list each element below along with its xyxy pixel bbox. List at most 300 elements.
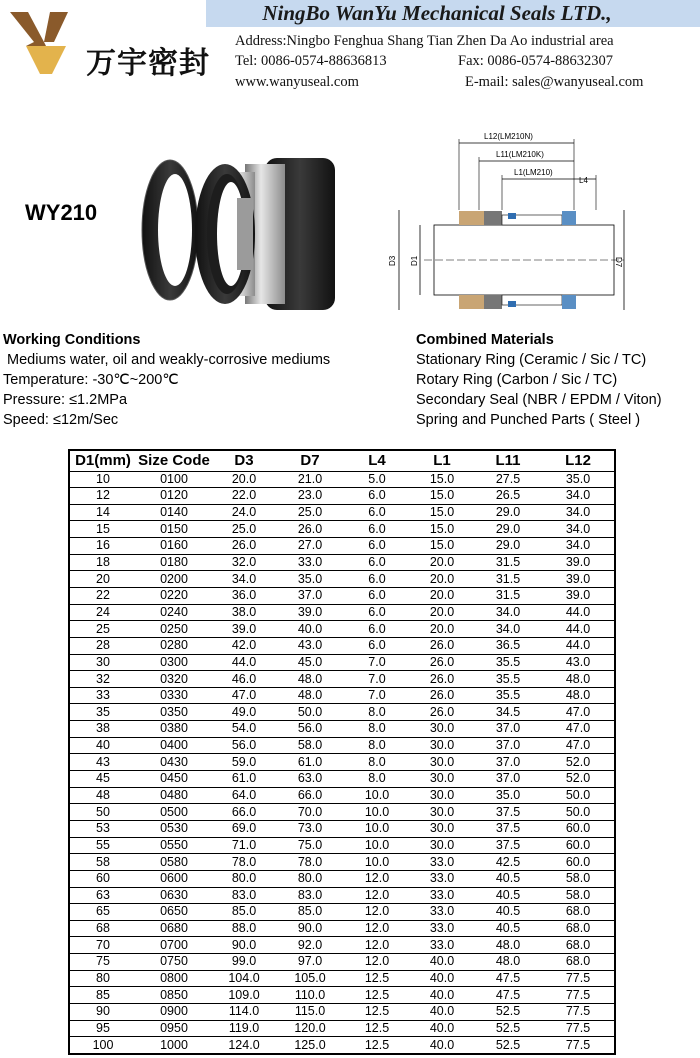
table-cell: 12.0 <box>344 920 410 937</box>
table-cell: 30.0 <box>410 771 474 788</box>
table-cell: 58.0 <box>542 870 614 887</box>
table-cell: 54.0 <box>212 721 276 738</box>
table-row <box>70 904 614 921</box>
product-photo <box>135 150 350 315</box>
combined-materials-title: Combined Materials <box>416 332 554 348</box>
label-l11: L11(LM210K) <box>496 150 544 159</box>
table-cell: 85 <box>70 987 136 1004</box>
table-cell: 90.0 <box>212 937 276 954</box>
table-cell: 114.0 <box>212 1004 276 1021</box>
table-row <box>70 471 614 488</box>
table-cell: 12.0 <box>344 887 410 904</box>
table-cell: 68.0 <box>542 920 614 937</box>
table-cell: 48 <box>70 787 136 804</box>
table-cell: 83.0 <box>212 887 276 904</box>
table-row <box>70 1037 614 1054</box>
table-cell: 52.0 <box>542 754 614 771</box>
table-cell: 15.0 <box>410 471 474 488</box>
table-row <box>70 554 614 571</box>
table-cell: 8.0 <box>344 704 410 721</box>
table-cell: 77.5 <box>542 987 614 1004</box>
material-spring-parts: Spring and Punched Parts ( Steel ) <box>416 412 641 428</box>
table-cell: 0900 <box>136 1004 212 1021</box>
table-cell: 26.0 <box>410 687 474 704</box>
table-cell: 44.0 <box>212 654 276 671</box>
table-cell: 30.0 <box>410 737 474 754</box>
table-cell: 88.0 <box>212 920 276 937</box>
table-cell: 0850 <box>136 987 212 1004</box>
table-cell: 60 <box>70 870 136 887</box>
table-row <box>70 721 614 738</box>
table-cell: 63 <box>70 887 136 904</box>
table-cell: 125.0 <box>294 1037 326 1052</box>
table-cell: 52.5 <box>474 1004 542 1021</box>
table-cell: 90.0 <box>276 920 344 937</box>
table-row <box>70 837 614 854</box>
table-cell: 115.0 <box>276 1004 344 1021</box>
table-cell: 24 <box>70 604 136 621</box>
table-cell: 61.0 <box>276 754 344 771</box>
table-cell: 52.5 <box>474 1020 542 1037</box>
table-cell: 36.5 <box>474 637 542 654</box>
table-cell: 48.0 <box>542 687 614 704</box>
table-row <box>70 538 614 555</box>
table-cell: 8.0 <box>344 721 410 738</box>
table-cell: 80 <box>70 970 136 987</box>
company-name: NingBo WanYu Mechanical Seals LTD., <box>262 1 612 25</box>
table-row <box>70 654 614 671</box>
table-cell: 43.0 <box>276 637 344 654</box>
table-cell: 48.0 <box>474 954 542 971</box>
table-cell: 75.0 <box>276 837 344 854</box>
table-cell: 56.0 <box>276 721 344 738</box>
table-cell: 6.0 <box>344 488 410 505</box>
table-cell: 40 <box>70 737 136 754</box>
table-cell: 35.0 <box>542 471 614 488</box>
table-cell: 110.0 <box>276 987 344 1004</box>
label-l12: L12(LM210N) <box>484 132 533 141</box>
table-cell: 20.0 <box>410 554 474 571</box>
table-cell: 36.0 <box>212 587 276 604</box>
table-cell: 30.0 <box>410 820 474 837</box>
condition-pressure: Pressure: ≤1.2MPa <box>3 392 128 408</box>
table-cell: 43 <box>70 754 136 771</box>
table-cell: 30.0 <box>410 721 474 738</box>
table-cell: 0100 <box>136 471 212 488</box>
table-cell: 25.0 <box>276 504 344 521</box>
working-conditions <box>3 330 330 430</box>
table-cell: 0200 <box>136 571 212 588</box>
label-l1: L1(LM210) <box>514 168 553 177</box>
table-cell: 0600 <box>136 870 212 887</box>
table-cell: 48.0 <box>276 671 344 688</box>
table-cell: 105.0 <box>276 970 344 987</box>
table-cell: 37.5 <box>474 837 542 854</box>
table-cell: 77.5 <box>565 1037 591 1052</box>
table-cell: 34.0 <box>474 621 542 638</box>
table-cell: 16 <box>70 538 136 555</box>
table-cell: 40.0 <box>410 987 474 1004</box>
table-cell: 37.5 <box>474 820 542 837</box>
table-cell: 28 <box>70 637 136 654</box>
table-cell: 22.0 <box>212 488 276 505</box>
table-cell: 12.5 <box>344 1020 410 1037</box>
table-cell: 0150 <box>136 521 212 538</box>
table-cell: 20.0 <box>410 621 474 638</box>
table-row <box>70 870 614 887</box>
table-cell: 37.0 <box>474 737 542 754</box>
table-cell: 85.0 <box>276 904 344 921</box>
company-tel: Tel: 0086-0574-88636813 <box>235 53 387 69</box>
material-secondary-seal: Secondary Seal (NBR / EPDM / Viton) <box>416 392 662 408</box>
table-row <box>70 504 614 521</box>
table-cell: 33.0 <box>410 937 474 954</box>
table-cell: 0280 <box>136 637 212 654</box>
table-cell: 1000 <box>160 1037 188 1052</box>
table-cell: 10.0 <box>344 837 410 854</box>
table-cell: 7.0 <box>344 671 410 688</box>
table-cell: 69.0 <box>212 820 276 837</box>
column-header: D3 <box>212 451 276 471</box>
table-row <box>70 1004 614 1021</box>
table-body <box>70 471 614 1053</box>
table-cell: 47.0 <box>542 704 614 721</box>
table-cell: 24.0 <box>212 504 276 521</box>
table-cell: 37.0 <box>276 587 344 604</box>
table-cell: 47.0 <box>212 687 276 704</box>
table-cell: 6.0 <box>344 521 410 538</box>
table-cell: 33.0 <box>410 854 474 871</box>
table-cell: 33.0 <box>276 554 344 571</box>
table-cell: 124.0 <box>228 1037 260 1052</box>
table-cell: 43.0 <box>542 654 614 671</box>
table-row <box>70 887 614 904</box>
table-cell: 31.5 <box>474 587 542 604</box>
table-cell: 35.0 <box>276 571 344 588</box>
table-cell: 60.0 <box>542 854 614 871</box>
table-cell: 7.0 <box>344 687 410 704</box>
table-cell: 100 <box>92 1037 114 1052</box>
dimensions-table <box>68 449 616 1055</box>
table-cell: 6.0 <box>344 538 410 555</box>
table-cell: 71.0 <box>212 837 276 854</box>
table-cell: 22 <box>70 587 136 604</box>
table-cell: 27.5 <box>474 471 542 488</box>
table-cell: 14 <box>70 504 136 521</box>
table-cell: 15.0 <box>410 521 474 538</box>
table-cell: 12 <box>70 488 136 505</box>
table-cell: 53 <box>70 820 136 837</box>
table-cell: 26.0 <box>410 637 474 654</box>
table-cell: 52.0 <box>542 771 614 788</box>
table-cell: 50.0 <box>276 704 344 721</box>
table-cell: 66.0 <box>212 804 276 821</box>
table-cell: 0630 <box>136 887 212 904</box>
table-cell: 48.0 <box>542 671 614 688</box>
working-conditions-title: Working Conditions <box>3 332 141 348</box>
table-cell: 12.5 <box>344 1004 410 1021</box>
table-cell: 58.0 <box>542 887 614 904</box>
table-cell: 39.0 <box>212 621 276 638</box>
label-d3: D3 <box>388 255 397 266</box>
table-cell: 83.0 <box>276 887 344 904</box>
technical-drawing <box>384 125 684 325</box>
table-cell: 0800 <box>136 970 212 987</box>
table-cell: 55 <box>70 837 136 854</box>
table-cell: 25 <box>70 621 136 638</box>
table-row <box>70 521 614 538</box>
table-cell: 0240 <box>136 604 212 621</box>
table-cell: 26.0 <box>276 521 344 538</box>
table-cell: 20.0 <box>410 604 474 621</box>
table-cell: 0680 <box>136 920 212 937</box>
table-cell: 30.0 <box>410 787 474 804</box>
table-cell: 60.0 <box>542 820 614 837</box>
table-row <box>70 854 614 871</box>
table-row <box>70 571 614 588</box>
table-cell: 58 <box>70 854 136 871</box>
table-cell: 12.0 <box>344 937 410 954</box>
table-cell: 23.0 <box>276 488 344 505</box>
table-cell: 70.0 <box>276 804 344 821</box>
table-row <box>70 737 614 754</box>
table-cell: 0430 <box>136 754 212 771</box>
table-cell: 21.0 <box>276 471 344 488</box>
table-cell: 90 <box>70 1004 136 1021</box>
table-cell: 18 <box>70 554 136 571</box>
table-cell: 0480 <box>136 787 212 804</box>
table-cell: 26.5 <box>474 488 542 505</box>
column-header: D1(mm) <box>70 451 136 471</box>
table-cell: 104.0 <box>212 970 276 987</box>
table-cell: 0750 <box>136 954 212 971</box>
company-address: Address:Ningbo Fenghua Shang Tian Zhen Da Ao industrial area <box>235 33 614 49</box>
table-cell: 40.5 <box>474 920 542 937</box>
table-cell: 47.0 <box>542 721 614 738</box>
table-cell: 5.0 <box>344 471 410 488</box>
table-cell: 40.0 <box>276 621 344 638</box>
table-cell: 75 <box>70 954 136 971</box>
table-cell: 34.0 <box>542 488 614 505</box>
logo-mark-icon <box>8 8 88 78</box>
table-cell: 44.0 <box>542 621 614 638</box>
table-cell: 6.0 <box>344 571 410 588</box>
table-cell: 61.0 <box>212 771 276 788</box>
table-row <box>70 754 614 771</box>
table-cell: 6.0 <box>344 637 410 654</box>
table-cell: 0500 <box>136 804 212 821</box>
table-cell: 73.0 <box>276 820 344 837</box>
table-cell: 56.0 <box>212 737 276 754</box>
table-cell: 15.0 <box>410 538 474 555</box>
company-fax: Fax: 0086-0574-88632307 <box>458 53 614 69</box>
table-cell: 40.0 <box>410 1020 474 1037</box>
table-cell: 0120 <box>136 488 212 505</box>
table-cell: 80.0 <box>276 870 344 887</box>
table-row <box>70 920 614 937</box>
table-cell: 32.0 <box>212 554 276 571</box>
table-cell: 99.0 <box>212 954 276 971</box>
table-cell: 30.0 <box>410 837 474 854</box>
table-cell: 50.0 <box>542 804 614 821</box>
table-cell: 47.5 <box>474 987 542 1004</box>
table-cell: 50.0 <box>542 787 614 804</box>
table-row <box>70 987 614 1004</box>
table-cell: 63.0 <box>276 771 344 788</box>
table-cell: 44.0 <box>542 637 614 654</box>
table-cell: 34.0 <box>212 571 276 588</box>
table-cell: 8.0 <box>344 771 410 788</box>
table-row <box>70 671 614 688</box>
table-row <box>70 687 614 704</box>
table-row <box>70 771 614 788</box>
column-header: L11 <box>474 451 542 471</box>
table-cell: 0400 <box>136 737 212 754</box>
table-cell: 6.0 <box>344 554 410 571</box>
company-email[interactable]: E-mail: sales@wanyuseal.com <box>465 74 644 90</box>
table-cell: 65 <box>70 904 136 921</box>
table-cell: 45.0 <box>276 654 344 671</box>
table-cell: 48.0 <box>474 937 542 954</box>
table-cell: 38 <box>70 721 136 738</box>
table-cell: 37.0 <box>474 721 542 738</box>
table-cell: 35.5 <box>474 687 542 704</box>
table-cell: 34.0 <box>542 504 614 521</box>
table-cell: 35 <box>70 704 136 721</box>
table-cell: 77.5 <box>542 970 614 987</box>
table-cell: 26.0 <box>410 654 474 671</box>
table-cell: 0700 <box>136 937 212 954</box>
label-d7: D7 <box>614 257 623 268</box>
table-cell: 39.0 <box>542 587 614 604</box>
table-cell: 44.0 <box>542 604 614 621</box>
table-cell: 0380 <box>136 721 212 738</box>
table-cell: 39.0 <box>542 554 614 571</box>
table-row <box>70 970 614 987</box>
table-cell: 66.0 <box>276 787 344 804</box>
material-rotary-ring: Rotary Ring (Carbon / Sic / TC) <box>416 372 618 388</box>
table-cell: 30.0 <box>410 754 474 771</box>
label-l4: L4 <box>579 176 588 185</box>
table-cell: 34.0 <box>542 521 614 538</box>
table-row <box>70 1020 614 1037</box>
table-cell: 29.0 <box>474 538 542 555</box>
table-cell: 40.5 <box>474 904 542 921</box>
table-cell: 35.5 <box>474 654 542 671</box>
table-cell: 120.0 <box>276 1020 344 1037</box>
table-cell: 10.0 <box>344 820 410 837</box>
table-cell: 33.0 <box>410 887 474 904</box>
table-cell: 68.0 <box>542 954 614 971</box>
table-cell: 0180 <box>136 554 212 571</box>
table-cell: 0320 <box>136 671 212 688</box>
table-cell: 85.0 <box>212 904 276 921</box>
column-header: L12 <box>542 451 614 471</box>
table-cell: 0650 <box>136 904 212 921</box>
table-row <box>70 488 614 505</box>
table-cell: 47.5 <box>474 970 542 987</box>
table-cell: 34.0 <box>542 538 614 555</box>
table-cell: 34.5 <box>474 704 542 721</box>
table-cell: 33.0 <box>410 870 474 887</box>
table-row <box>70 637 614 654</box>
table-cell: 25.0 <box>212 521 276 538</box>
table-cell: 15.0 <box>410 504 474 521</box>
column-header: D7 <box>276 451 344 471</box>
table-row <box>70 804 614 821</box>
table-cell: 70 <box>70 937 136 954</box>
table-cell: 26.0 <box>212 538 276 555</box>
table-cell: 32 <box>70 671 136 688</box>
table-cell: 45 <box>70 771 136 788</box>
table-cell: 42.5 <box>474 854 542 871</box>
table-cell: 50 <box>70 804 136 821</box>
table-cell: 40.5 <box>474 887 542 904</box>
table-cell: 35.0 <box>474 787 542 804</box>
table-cell: 38.0 <box>212 604 276 621</box>
table-row <box>70 820 614 837</box>
table-cell: 40.5 <box>474 870 542 887</box>
table-cell: 92.0 <box>276 937 344 954</box>
table-cell: 29.0 <box>474 521 542 538</box>
table-cell: 40.0 <box>429 1037 455 1052</box>
table-cell: 20.0 <box>410 587 474 604</box>
company-logo <box>8 8 228 81</box>
company-website[interactable]: www.wanyuseal.com <box>235 74 359 90</box>
table-cell: 68.0 <box>542 904 614 921</box>
table-cell: 40.0 <box>410 1004 474 1021</box>
table-cell: 6.0 <box>344 504 410 521</box>
table-cell: 68.0 <box>542 937 614 954</box>
table-cell: 0950 <box>136 1020 212 1037</box>
table-cell: 31.5 <box>474 554 542 571</box>
table-cell: 26.0 <box>410 704 474 721</box>
table-cell: 39.0 <box>542 571 614 588</box>
table-header-row <box>70 451 614 471</box>
table-cell: 58.0 <box>276 737 344 754</box>
table-cell: 47.0 <box>542 737 614 754</box>
table-cell: 49.0 <box>212 704 276 721</box>
table-cell: 20 <box>70 571 136 588</box>
table-cell: 60.0 <box>542 837 614 854</box>
column-header: L1 <box>410 451 474 471</box>
condition-speed: Speed: ≤12m/Sec <box>3 412 119 428</box>
table-cell: 12.5 <box>344 970 410 987</box>
table-cell: 6.0 <box>344 621 410 638</box>
table-cell: 42.0 <box>212 637 276 654</box>
table-row <box>70 954 614 971</box>
table-cell: 48.0 <box>276 687 344 704</box>
table-cell: 20.0 <box>410 571 474 588</box>
table-cell: 29.0 <box>474 504 542 521</box>
table-cell: 59.0 <box>212 754 276 771</box>
table-cell: 10.0 <box>344 787 410 804</box>
combined-materials <box>416 330 662 430</box>
table-cell: 30 <box>70 654 136 671</box>
table-cell: 31.5 <box>474 571 542 588</box>
table-cell: 0160 <box>136 538 212 555</box>
table-cell: 20.0 <box>212 471 276 488</box>
table-cell: 12.0 <box>344 904 410 921</box>
table-cell: 77.5 <box>542 1020 614 1037</box>
table-cell: 39.0 <box>276 604 344 621</box>
table-cell: 33.0 <box>410 920 474 937</box>
table-cell: 80.0 <box>212 870 276 887</box>
table-cell: 12.5 <box>344 987 410 1004</box>
table-row <box>70 937 614 954</box>
table-cell: 0300 <box>136 654 212 671</box>
table-cell: 26.0 <box>410 671 474 688</box>
